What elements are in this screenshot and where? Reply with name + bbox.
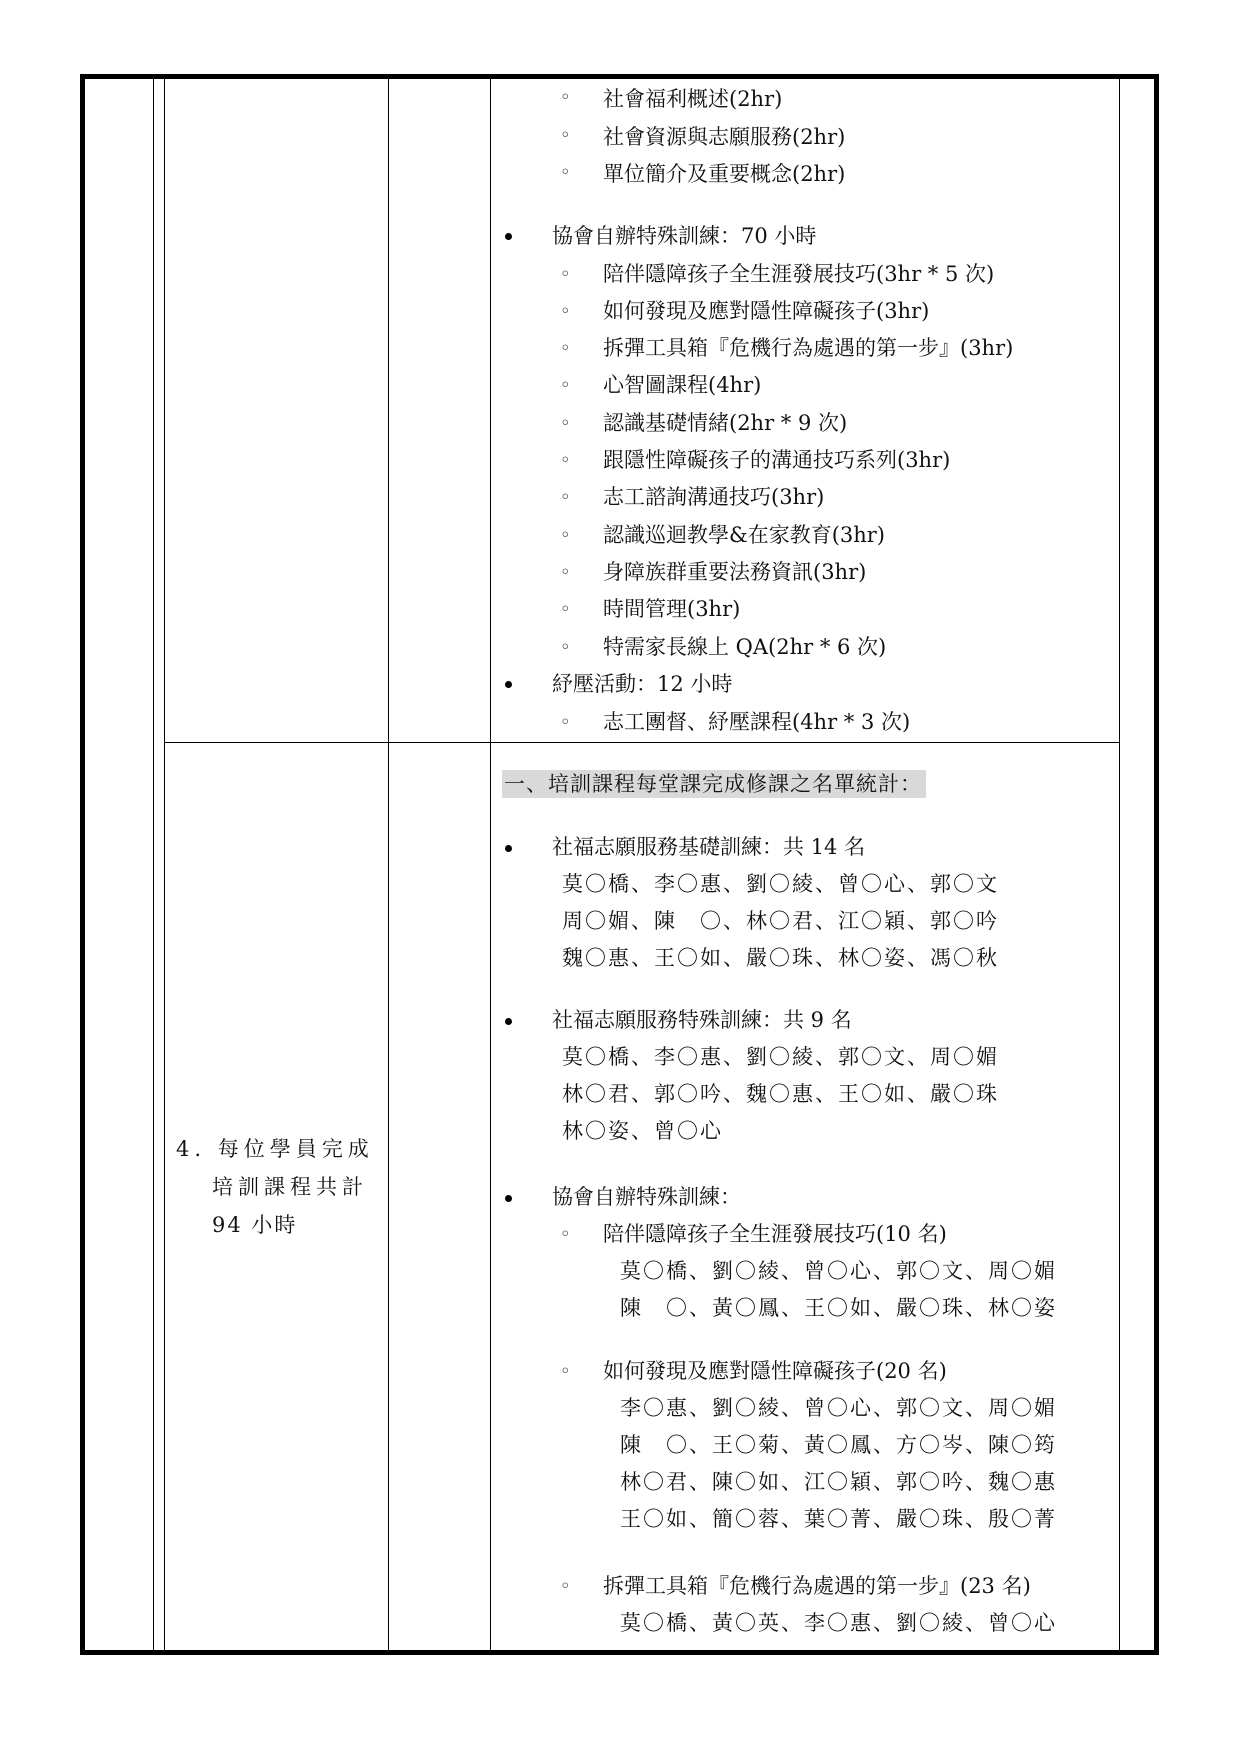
course-item: 身障族群重要法務資訊(3hr) [603, 560, 867, 584]
name-list-line: 王〇如、簡〇蓉、葉〇菁、嚴〇珠、殷〇菁 [620, 1507, 1057, 1531]
row-divider [164, 742, 1120, 743]
course-item: 拆彈工具箱『危機行為處遇的第一步』(3hr) [603, 336, 1014, 360]
course-title: 如何發現及應對隱性障礙孩子(20 名) [603, 1359, 947, 1383]
special-training-title: 社福志願服務特殊訓練：共 9 名 [552, 1008, 852, 1032]
column-divider-1 [153, 79, 154, 1650]
bullet-icon [505, 1195, 512, 1202]
course-item: 社會福利概述(2hr) [603, 87, 783, 111]
course-item: 特需家長線上 QA(2hr * 6 次) [603, 635, 887, 659]
outcome-label [176, 1130, 374, 1244]
name-list-line: 莫〇橋、李〇惠、劉〇綾、曾〇心、郭〇文 [562, 872, 999, 896]
course-item: 志工諮詢溝通技巧(3hr) [603, 485, 825, 509]
sub-bullet-icon: ◦ [560, 1576, 571, 1597]
sub-bullet-icon: ◦ [560, 264, 571, 285]
sub-bullet-icon: ◦ [560, 525, 571, 546]
outcome-line-2: 培訓課程共計 [212, 1175, 368, 1199]
course-item: 社會資源與志願服務(2hr) [603, 125, 846, 149]
sub-bullet-icon: ◦ [560, 450, 571, 471]
association-training-title: 協會自辦特殊訓練： [552, 1185, 741, 1209]
course-title: 陪伴隱障孩子全生涯發展技巧(10 名) [603, 1222, 947, 1246]
sub-bullet-icon: ◦ [560, 637, 571, 658]
column-divider-4 [490, 79, 491, 1650]
name-list-line: 陳 〇、王〇菊、黃〇鳳、方〇岑、陳〇筠 [620, 1433, 1057, 1457]
name-list-line: 莫〇橋、李〇惠、劉〇綾、郭〇文、周〇媚 [562, 1045, 999, 1069]
stats-heading-text: 一、培訓課程每堂課完成修課之名單統計： [502, 770, 926, 798]
sub-bullet-icon: ◦ [560, 125, 571, 146]
name-list-line: 林〇君、郭〇吟、魏〇惠、王〇如、嚴〇珠 [562, 1082, 999, 1106]
course-item: 跟隱性障礙孩子的溝通技巧系列(3hr) [603, 448, 951, 472]
name-list-line: 李〇惠、劉〇綾、曾〇心、郭〇文、周〇媚 [620, 1396, 1057, 1420]
basic-training-title: 社福志願服務基礎訓練：共 14 名 [552, 835, 866, 859]
course-item: 陪伴隱障孩子全生涯發展技巧(3hr * 5 次) [603, 262, 995, 286]
name-list-line: 莫〇橋、黃〇英、李〇惠、劉〇綾、曾〇心 [620, 1611, 1057, 1635]
name-list-line: 周〇媚、陳 〇、林〇君、江〇穎、郭〇吟 [562, 909, 999, 933]
bullet-icon [505, 1018, 512, 1025]
sub-bullet-icon: ◦ [560, 413, 571, 434]
sub-bullet-icon: ◦ [560, 487, 571, 508]
section-title: 協會自辦特殊訓練：70 小時 [552, 224, 817, 248]
sub-bullet-icon: ◦ [560, 1224, 571, 1245]
course-item: 如何發現及應對隱性障礙孩子(3hr) [603, 299, 930, 323]
course-item: 單位簡介及重要概念(2hr) [603, 162, 846, 186]
course-item: 時間管理(3hr) [603, 597, 741, 621]
section-title: 紓壓活動：12 小時 [552, 672, 733, 696]
course-title: 拆彈工具箱『危機行為處遇的第一步』(23 名) [603, 1574, 1031, 1598]
outcome-line-3: 94 小時 [212, 1213, 298, 1237]
sub-bullet-icon: ◦ [560, 87, 571, 108]
column-divider-3 [388, 79, 389, 1650]
name-list-line: 林〇姿、曾〇心 [562, 1119, 723, 1143]
bullet-icon [505, 233, 512, 240]
name-list-line: 陳 〇、黃〇鳳、王〇如、嚴〇珠、林〇姿 [620, 1296, 1057, 1320]
bullet-icon [505, 681, 512, 688]
bullet-icon [505, 845, 512, 852]
sub-bullet-icon: ◦ [560, 712, 571, 733]
name-list-line: 莫〇橋、劉〇綾、曾〇心、郭〇文、周〇媚 [620, 1259, 1057, 1283]
stats-heading [502, 772, 926, 796]
sub-bullet-icon: ◦ [560, 338, 571, 359]
sub-bullet-icon: ◦ [560, 162, 571, 183]
column-divider-2 [164, 79, 165, 1650]
sub-bullet-icon: ◦ [560, 1361, 571, 1382]
name-list-line: 林〇君、陳〇如、江〇穎、郭〇吟、魏〇惠 [620, 1470, 1057, 1494]
column-divider-5 [1119, 79, 1120, 1650]
course-item: 心智圖課程(4hr) [603, 373, 762, 397]
course-item: 認識巡迴教學&在家教育(3hr) [603, 523, 886, 547]
course-item: 志工團督、紓壓課程(4hr * 3 次) [603, 710, 911, 734]
outcome-line-1: 每位學員完成 [217, 1137, 374, 1161]
name-list-line: 魏〇惠、王〇如、嚴〇珠、林〇姿、馮〇秋 [562, 946, 999, 970]
course-item: 認識基礎情緒(2hr * 9 次) [603, 411, 848, 435]
sub-bullet-icon: ◦ [560, 301, 571, 322]
outcome-number: 4. [176, 1137, 207, 1161]
sub-bullet-icon: ◦ [560, 599, 571, 620]
sub-bullet-icon: ◦ [560, 562, 571, 583]
sub-bullet-icon: ◦ [560, 375, 571, 396]
